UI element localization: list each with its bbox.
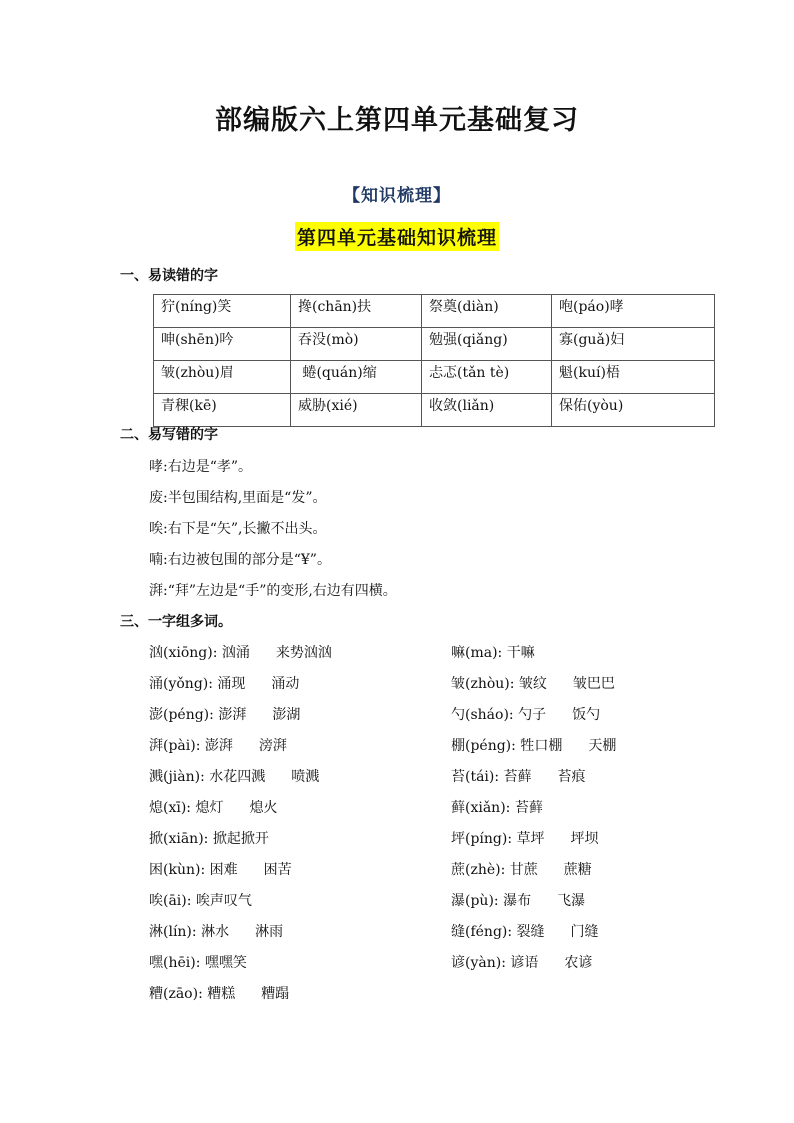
- word-group-item: 困(kùn): 困难 困苦: [149, 862, 292, 878]
- word-group-item: 皱(zhòu): 皱纹 皱巴巴: [451, 676, 615, 692]
- word-group-item: 勺(sháo): 勺子 饭勺: [451, 707, 601, 723]
- word-group-item: 谚(yàn): 谚语 农谚: [451, 955, 593, 971]
- table-row: [154, 361, 715, 394]
- miswritten-note: 哮:右边是“孝”。: [149, 459, 253, 475]
- word-group-item: 澎(péng): 澎湃 澎湖: [149, 707, 301, 723]
- word-group-item: 糟(zāo): 糟糕 糟蹋: [149, 986, 290, 1002]
- table-cell: 祭奠(diàn): [422, 295, 552, 328]
- table-cell: 收敛(liǎn): [422, 394, 552, 427]
- table-cell: 保佑(yòu): [552, 394, 715, 427]
- word-group-item: 嘿(hēi): 嘿嘿笑: [149, 955, 247, 971]
- word-group-item: 缝(féng): 裂缝 门缝: [451, 924, 599, 940]
- word-group-item: 涌(yǒng): 涌现 涌动: [149, 676, 300, 692]
- banner-container: [0, 222, 794, 251]
- section-heading-word-groups: 三、一字组多词。: [120, 614, 232, 630]
- table-cell: 吞没(mò): [291, 328, 422, 361]
- word-group-item: 棚(péng): 牲口棚 天棚: [451, 738, 617, 754]
- word-group-item: 溅(jiàn): 水花四溅 喷溅: [149, 769, 320, 785]
- misread-characters-table: [153, 294, 715, 427]
- table-cell: 青稞(kē): [154, 394, 291, 427]
- table-cell: 寡(guǎ)妇: [552, 328, 715, 361]
- section-heading-misread: 一、易读错的字: [120, 268, 218, 284]
- table-row: [154, 394, 715, 427]
- miswritten-note: 废:半包围结构,里面是“发”。: [149, 490, 327, 506]
- word-group-item: 掀(xiān): 掀起掀开: [149, 831, 269, 847]
- section-heading-miswritten: 二、易写错的字: [120, 427, 218, 443]
- word-group-item: 藓(xiǎn): 苔藓: [451, 800, 543, 816]
- table-cell: 搀(chān)扶: [291, 295, 422, 328]
- table-row: [154, 328, 715, 361]
- table-row: [154, 295, 715, 328]
- table-cell: 皱(zhòu)眉: [154, 361, 291, 394]
- knowledge-subtitle: 【知识梳理】: [343, 186, 451, 206]
- table-cell: 勉强(qiǎng): [422, 328, 552, 361]
- miswritten-note: 唉:右下是“矢”,长撇不出头。: [149, 521, 327, 537]
- table-cell: 威胁(xié): [291, 394, 422, 427]
- table-cell: 呻(shēn)吟: [154, 328, 291, 361]
- miswritten-note: 喃:右边被包围的部分是“¥”。: [149, 552, 331, 568]
- table-cell: 狞(níng)笑: [154, 295, 291, 328]
- table-cell: 忐忑(tǎn tè): [422, 361, 552, 394]
- word-group-item: 唉(āi): 唉声叹气: [149, 893, 252, 909]
- document-title: 部编版六上第四单元基础复习: [215, 105, 579, 136]
- word-group-item: 苔(tái): 苔藓 苔痕: [451, 769, 586, 785]
- word-group-item: 熄(xī): 熄灯 熄火: [149, 800, 278, 816]
- word-group-item: 瀑(pù): 瀑布 飞瀑: [451, 893, 586, 909]
- word-group-item: 嘛(ma): 干嘛: [451, 645, 535, 661]
- word-group-item: 蔗(zhè): 甘蔗 蔗糖: [451, 862, 592, 878]
- word-group-item: 坪(píng): 草坪 坪坝: [451, 831, 599, 847]
- table-cell: 魁(kuí)梧: [552, 361, 715, 394]
- word-group-item: 淋(lín): 淋水 淋雨: [149, 924, 284, 940]
- miswritten-note: 湃:“拜”左边是“手”的变形,右边有四横。: [149, 583, 397, 599]
- unit-banner: 第四单元基础知识梳理: [295, 222, 499, 251]
- table-cell: 蜷(quán)缩: [291, 361, 422, 394]
- word-group-item: 湃(pài): 澎湃 滂湃: [149, 738, 287, 754]
- table-cell: 咆(páo)哮: [552, 295, 715, 328]
- word-group-item: 汹(xiōng): 汹涌 来势汹汹: [149, 645, 332, 661]
